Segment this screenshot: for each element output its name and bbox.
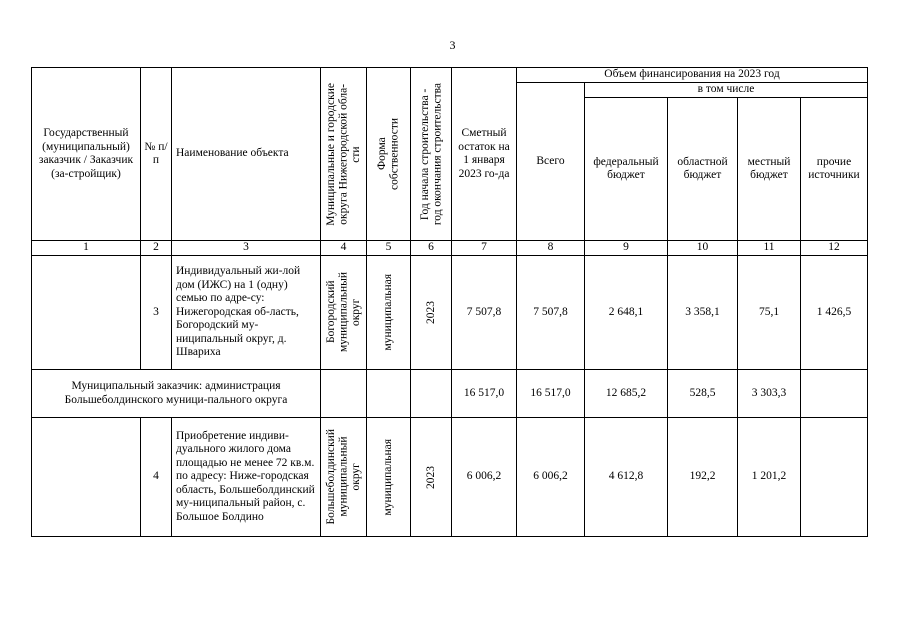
subtotal-estimate: 16 517,0 — [452, 370, 517, 418]
row-regional: 3 358,1 — [668, 256, 738, 370]
row-local: 75,1 — [738, 256, 801, 370]
col-number: 9 — [585, 241, 668, 256]
row-regional: 192,2 — [668, 418, 738, 537]
row-other — [801, 418, 868, 537]
row-district: Большеболдинский муниципальный округ — [321, 418, 367, 537]
row-total: 6 006,2 — [517, 418, 585, 537]
row-district: Богородский муниципальный округ — [321, 256, 367, 370]
col-number: 5 — [367, 241, 411, 256]
header-regional: областной бюджет — [668, 98, 738, 241]
header-local: местный бюджет — [738, 98, 801, 241]
header-federal: федеральный бюджет — [585, 98, 668, 241]
header-object-name: Наименование объекта — [172, 68, 321, 241]
col-number: 10 — [668, 241, 738, 256]
row-object-name: Индивидуальный жи-лой дом (ИЖС) на 1 (одну) семью по адре-су: Нижегородская об-ласть, Богородский му-ниципальный округ, д. Швариха — [172, 256, 321, 370]
subtotal-row — [32, 370, 868, 418]
table-row — [32, 418, 868, 537]
col-number: 1 — [32, 241, 141, 256]
row-customer — [32, 256, 141, 370]
col-number: 8 — [517, 241, 585, 256]
row-federal: 2 648,1 — [585, 256, 668, 370]
row-estimate: 6 006,2 — [452, 418, 517, 537]
header-including: в том числе — [585, 83, 868, 98]
col-number: 7 — [452, 241, 517, 256]
subtotal-other — [801, 370, 868, 418]
subtotal-customer: Муниципальный заказчик: администрация Большеболдинского муници-пального округа — [32, 370, 321, 418]
col-number: 2 — [141, 241, 172, 256]
row-other: 1 426,5 — [801, 256, 868, 370]
header-other: прочие источники — [801, 98, 868, 241]
subtotal-total: 16 517,0 — [517, 370, 585, 418]
header-funding: Объем финансирования на 2023 год — [517, 68, 868, 83]
header-num: № п/п — [141, 68, 172, 241]
row-local: 1 201,2 — [738, 418, 801, 537]
row-estimate: 7 507,8 — [452, 256, 517, 370]
table-row — [32, 256, 868, 370]
subtotal-regional: 528,5 — [668, 370, 738, 418]
header-estimate: Сметный остаток на 1 января 2023 го-да — [452, 68, 517, 241]
col-number: 11 — [738, 241, 801, 256]
page-number: 3 — [449, 38, 456, 52]
subtotal-local: 3 303,3 — [738, 370, 801, 418]
subtotal-ownership — [367, 370, 411, 418]
row-num: 4 — [141, 418, 172, 537]
col-number: 4 — [321, 241, 367, 256]
row-customer — [32, 418, 141, 537]
header-years: Год начала строительства - год окончания строительства — [411, 68, 452, 241]
column-number-row — [32, 241, 868, 256]
header-ownership: Форма собственности — [367, 68, 411, 241]
financing-table — [31, 67, 868, 537]
header-customer: Государственный (муниципальный) заказчик / Заказчик (за-стройщик) — [32, 68, 141, 241]
row-year: 2023 — [411, 256, 452, 370]
subtotal-federal: 12 685,2 — [585, 370, 668, 418]
col-number: 12 — [801, 241, 868, 256]
header-total: Всего — [517, 83, 585, 241]
row-total: 7 507,8 — [517, 256, 585, 370]
row-object-name: Приобретение индиви-дуального жилого дома площадью не менее 72 кв.м. по адресу: Ниже-городская область, Большеболдинский му-ниципальный район, с. Большое Болдино — [172, 418, 321, 537]
subtotal-district — [321, 370, 367, 418]
row-num: 3 — [141, 256, 172, 370]
col-number: 3 — [172, 241, 321, 256]
row-year: 2023 — [411, 418, 452, 537]
col-number: 6 — [411, 241, 452, 256]
row-federal: 4 612,8 — [585, 418, 668, 537]
header-district: Муниципальные и городские округа Нижегородской обла- сти — [321, 68, 367, 241]
row-ownership: муниципальная — [367, 418, 411, 537]
subtotal-year — [411, 370, 452, 418]
row-ownership: муниципальная — [367, 256, 411, 370]
